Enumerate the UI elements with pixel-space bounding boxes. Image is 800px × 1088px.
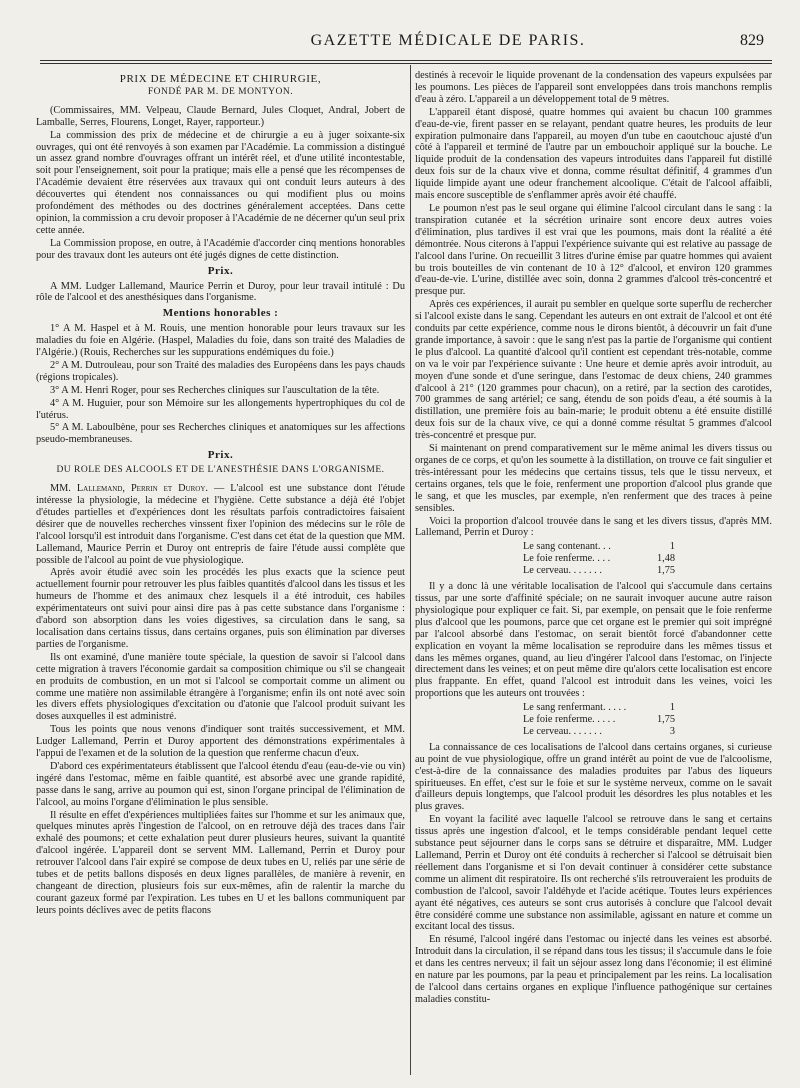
header-rule xyxy=(40,60,772,61)
paragraph: En voyant la facilité avec laquelle l'alcool se retrouve dans le sang et certains tissus après une ingestion d'alcool, et le temps considérable pendant lequel cette substance peut séjourner dans le corps sans se détruire et disparaître, MM. Ludger Lallemand, Perrin et Duroy ont été conduits à rechercher si l'alcool se détruisait bien réellement dans l'organisme et si l'on devait continuer à considérer cette substance comme un aliment dit respiratoire. Ils ont recherché s'ils retrouveraient les produits de combustion de l'alcool, savoir l'aldéhyde et l'acide acétique. Toutes leurs expériences ayant été négatives, ces auteurs se sont crus autorisés à conclure que l'alcool devait être considéré comme une substance non assimilable, agissant en nature et comme un excitant local des tissus. xyxy=(415,814,772,933)
page-number: 829 xyxy=(740,32,764,49)
table-value: 3 xyxy=(669,725,675,737)
left-column xyxy=(36,70,405,1082)
mention-item: 1° A M. Haspel et à M. Rouis, une mention honorable pour leurs travaux sur les maladies du foie en Algérie. (Haspel, Maladies du foie, dans son traité des Maladies de l'Algérie.) (Rouis, Recherches sur les suppurations endémiques du foie.) xyxy=(36,323,405,359)
lead-names: MM. Lallemand, Perrin et Duroy. xyxy=(50,483,208,495)
journal-title: GAZETTE MÉDICALE DE PARIS. xyxy=(310,32,586,49)
alcohol-table-injection xyxy=(523,702,772,738)
page-header xyxy=(128,30,768,56)
mention-item: 3° A M. Henri Roger, pour ses Recherches cliniques sur l'auscultation de la tête. xyxy=(50,384,380,396)
table-value: 1,75 xyxy=(656,714,675,726)
table-label: Le sang renfermant. . . . . xyxy=(523,702,627,714)
table-row xyxy=(523,714,772,726)
paragraph: Il y a donc là une véritable localisation de l'alcool qui s'accumule dans certains tissus, par une sorte d'affinité spéciale; on ne saurait invoquer aucune autre raison physiologique pour expliquer ce fait. Si, par exemple, on pensait que le foie renferme plus d'alcool que les poumons, parce que cet organe est le premier qui soit imprégné par l'alcool absorbé dans l'estomac, on serait bientôt forcé d'abandonner cette explication en voyant la même localisation se reproduire dans les mêmes tissus et dans les mêmes organes, quand, au lieu d'ingérer l'alcool dans l'estomac, on l'injecte directement dans les veines; et on peut même dire qu'alors cette localisation est encore plus frappante. En effet, quand l'alcool est introduit dans les veines, voici les proportions que les auteurs ont trouvées : xyxy=(415,581,772,700)
commissioners-paragraph: (Commissaires, MM. Velpeau, Claude Bernard, Jules Cloquet, Andral, Jobert de Lamballe, Serres, Flourens, Longet, Rayer, rapporteur.) xyxy=(36,104,405,128)
table-label: Le cerveau. . . . . . . xyxy=(523,565,602,577)
paragraph: D'abord ces expérimentateurs établissent que l'alcool étendu d'eau (eau-de-vie ou vin) ingéré dans l'estomac, même en faible quantité, est absorbé avec une grande rapidité, passe dans le sang, arrive au poumon qui est, sinon l'organe principal de l'élimination de l'alcool, au moins l'organe d'élimination le plus sensible. xyxy=(36,760,405,808)
section-heading: Mentions honorables : xyxy=(162,307,279,320)
table-value: 1 xyxy=(669,541,675,553)
table-label: Le foie renferme. . . . xyxy=(523,553,611,565)
paragraph: La Commission propose, en outre, à l'Académie d'accorder cinq mentions honorables pour des travaux dont les auteurs ont été jugés dignes de cette distinction. xyxy=(36,237,405,261)
table-label: Le foie renferme. . . . . xyxy=(523,714,616,726)
paragraph-text: — L'alcool est une substance dont l'étude intéresse la physiologie, la médecine et l'hygiène. Cette substance a déjà été l'objet d'études partielles et d'expériences dont les résultats parfois contradictoires faisaient désirer que de nouvelles recherches vinssent fixer l'opinion des médecins sur le rôle de l'alcool lorsqu'il est introduit dans l'organisme. C'est dans cet état de la question que MM. Lallemand, Maurice Perrin et Duroy ont entrepris de faire l'étude aussi complète que possible de l'alcool au point de vue physiologique. xyxy=(36,483,405,566)
section-heading: Prix. xyxy=(207,449,234,462)
table-label: Le sang contenant. . . xyxy=(523,541,611,553)
paragraph: La connaissance de ces localisations de l'alcool dans certains organes, si curieuse au point de vue physiologique, offre un grand intérêt au point de vue de l'alcoolisme, c'est-à-dire de la connaissance des maladies produites par l'abus des liqueurs spiritueuses. En effet, c'est sur le foie et sur le système nerveux, comme on le savait d'ailleurs depuis longtemps, que l'alcool produit les désordres les plus notables et les plus graves. xyxy=(415,741,772,813)
right-column xyxy=(415,70,772,1082)
mention-item: 4° A M. Huguier, pour son Mémoire sur les allongements hypertrophiques du col de l'utérus. xyxy=(36,397,405,421)
prize-title: PRIX DE MÉDECINE ET CHIRURGIE, xyxy=(119,73,322,85)
table-row xyxy=(523,565,772,577)
column-separator xyxy=(410,65,411,1075)
paragraph: destinés à recevoir le liquide provenant de la condensation des vapeurs expulsées par les poumons. Les pièces de l'appareil sont enveloppées dans trois manchons remplis d'eau à zéro. L'appareil a un développement total de 9 mètres. xyxy=(415,70,772,105)
paragraph: Ils ont examiné, d'une manière toute spéciale, la question de savoir si l'alcool dans cette migration à travers l'économie gardait sa composition chimique ou s'il se changeait en produits de combustion, en un mot si l'alcool se comportait comme un aliment ou comme une matière non assimilable étrangère à l'organisme; enfin ils ont noté avec soin les divers effets physiologiques d'excitation ou d'atonie que l'alcool produit suivant les doses auxquelles il est administré. xyxy=(36,651,405,723)
table-row xyxy=(523,541,772,553)
table-row xyxy=(523,726,772,738)
paragraph: Tous les points que nous venons d'indiquer sont traités successivement, et MM. Ludger Lallemand, Perrin et Duroy apportent des démonstrations expérimentales à l'appui de l'examen et de la solution de la question que renferme chacun d'eux. xyxy=(36,724,405,760)
paragraph: Si maintenant on prend comparativement sur le même animal les divers tissus ou organes de ce corps, et qu'on les soumette à la distillation, on trouve ce fait singulier et très-intéressant pour les médecins que certains tissus, tels que le tissu nerveux, et certains organes, tels que le foie, renferment une proportion d'alcool plus grande que le sang, et que les muscles, par exemple, n'en renferment que des traces à peine sensibles. xyxy=(415,443,772,514)
table-value: 1 xyxy=(669,702,675,714)
alcohol-table-ingestion xyxy=(523,541,772,577)
paragraph: L'appareil étant disposé, quatre hommes qui avaient bu chacun 100 grammes d'eau-de-vie, firent passer en se relayant, pendant quatre heures, les produits de leur expiration pulmonaire dans l'appareil, au moyen d'un tube en caoutchouc ajusté d'un côté à l'appareil et terminé de l'autre par un embouchoir appliqué sur la bouche. Le liquide produit de la condensation des vapeurs introduites dans l'appareil fut distillé deux fois sur de la chaux vive et donna, comme résultat définitif, 4 grammes d'un liquide limpide ayant une odeur franchement alcoolique. C'était de l'alcool affaibli, mais encore susceptible de s'enflammer après avoir été chauffé. xyxy=(415,106,772,202)
table-row xyxy=(523,702,772,714)
table-value: 1,75 xyxy=(656,565,675,577)
paragraph: La commission des prix de médecine et de chirurgie a eu à juger soixante-six ouvrages, qui ont été renvoyés à son examen par l'Académie. La commission a distingué un assez grand nombre d'ouvrages offrant un intérêt réel, et d'une utilité incontestable, soit pour l'enseignement, soit pour la pratique; mais elle a pensé que les récompenses de l'Académie devaient être réservées aux travaux qui ont conduit leurs auteurs à des découvertes qui étendent nos connaissances ou qui modifient plus ou moins profondément des méthodes ou des doctrines généralement acceptées. Dans cette opinion, la commission a cru devoir proposer à l'Académie de ne décerner qu'un seul prix cette année. xyxy=(36,129,405,236)
table-label: Le cerveau. . . . . . . xyxy=(523,725,602,737)
mention-item: 5° A M. Laboulbène, pour ses Recherches cliniques et anatomiques sur les affections pseudo-membraneuses. xyxy=(36,422,405,446)
header-rule-double xyxy=(40,63,772,64)
table-row xyxy=(523,553,772,565)
paragraph: Après avoir étudié avec soin les procédés les plus exacts que la science peut actuellement fournir pour retrouver les plus faibles quantités d'alcool dans les tissus et les humeurs de l'homme et des animaux chez lesquels il a été introduit, ces habiles expérimentateurs ont suivi pour ainsi dire pas à pas cette substance dans l'organisme : d'abord son absorption dans les voies digestives, sa circulation dans le sang, sa localisation dans certains tissus, dans certains organes, puis son élimination par diverses parties de l'organisme. xyxy=(36,567,405,650)
prize-award: A MM. Ludger Lallemand, Maurice Perrin et Duroy, pour leur travail intitulé : Du rôle de l'alcool et des anesthésiques dans l'organisme. xyxy=(36,280,405,304)
paragraph: En résumé, l'alcool ingéré dans l'estomac ou injecté dans les veines est absorbé. Introduit dans la circulation, il se répand dans tous les tissus; il s'accumule dans le foie et dans les centres nerveux; il fait un séjour assez long dans l'économie; il est éliminé en nature par les poumons, par la peau et principalement par les reins. La localisation de l'alcool dans certains organes en explique l'influence pathogénique sur certaines maladies constitu- xyxy=(415,934,772,1005)
paragraph: Il résulte en effet d'expériences multipliées faites sur l'homme et sur les animaux que, quelques minutes après l'ingestion de l'alcool, on en retrouve déjà des traces dans l'air exhalé des poumons; et cette exhalation peut durer plusieurs heures, suivant la quantité d'alcool ingérée. L'appareil dont se servent MM. Lallemand, Perrin et Duroy pour retrouver l'alcool dans l'air expiré se compose de deux tubes en U, reliés par une série de tubes et de petits ballons disposés en deux lignes parallèles, de manière à revenir, en changeant de direction, plusieurs fois sur eux-mêmes, afin de ralentir la marche du courant gazeux formé par l'expiration. Les tubes en U et les ballons communiquent par leurs points déclives avec de petits flacons xyxy=(36,809,405,916)
paragraph: Voici la proportion d'alcool trouvée dans le sang et les divers tissus, d'après MM. Lallemand, Perrin et Duroy : xyxy=(415,515,772,539)
paragraph: Le poumon n'est pas le seul organe qui élimine l'alcool circulant dans le sang : la transpiration cutanée et la sécrétion urinaire sont encore deux autres voies d'élimination, plus tardives il est vrai que les poumons, mais dont la réalité a été démontrée. Nous citerons à l'appui l'expérience suivante qui est relative au passage de l'alcool dans l'urine. On recueillit 3 litres d'urine émise par quatre hommes qui avaient bu trois bouteilles de vin contenant de 10 à 12° d'alcool, et environ 120 grammes d'eau-de-vie. L'urine, distillée avec soin, donna 2 grammes d'alcool très-concentré et presque pur. xyxy=(415,202,772,298)
article-title: DU ROLE DES ALCOOLS ET DE L'ANESTHÉSIE DANS L'ORGANISME. xyxy=(56,465,385,476)
mention-item: 2° A M. Dutrouleau, pour son Traité des maladies des Européens dans les pays chauds (régions tropicales). xyxy=(36,359,405,383)
paragraph xyxy=(36,483,405,566)
prize-founder: FONDÉ PAR M. DE MONTYON. xyxy=(147,86,294,97)
table-value: 1,48 xyxy=(656,553,675,565)
section-heading: Prix. xyxy=(207,264,234,277)
paragraph: Après ces expériences, il aurait pu sembler en quelque sorte superflu de rechercher si l'alcool existe dans le sang. Cependant les auteurs en ont extrait de l'alcool et ont été conduits par cette expérience, comme nous le dirons bientôt, à découvrir un fait d'une grande importance, à savoir : que le sang n'est pas la partie de l'organisme qui contient le plus d'alcool. La quantité d'alcool qu'il contient est cependant très-notable, comme on va le voir par l'expérience suivante : Une heure et demie après avoir introduit, au moyen d'une sonde et d'une seringue, dans l'estomac de deux chiens, 240 grammes d'alcool à 21° (120 grammes pour chacun), on a retiré, par la section des carotides, 700 grammes de sang artériel; ce sang, étendu de son poids d'eau, a été soumis à la distillation, une première fois au bain-marie; le produit obtenu a été ensuite distillé deux fois sur de la chaux vive, ce qui a donné comme résultat 5 grammes d'alcool très-concentré et presque pur. xyxy=(415,299,772,442)
